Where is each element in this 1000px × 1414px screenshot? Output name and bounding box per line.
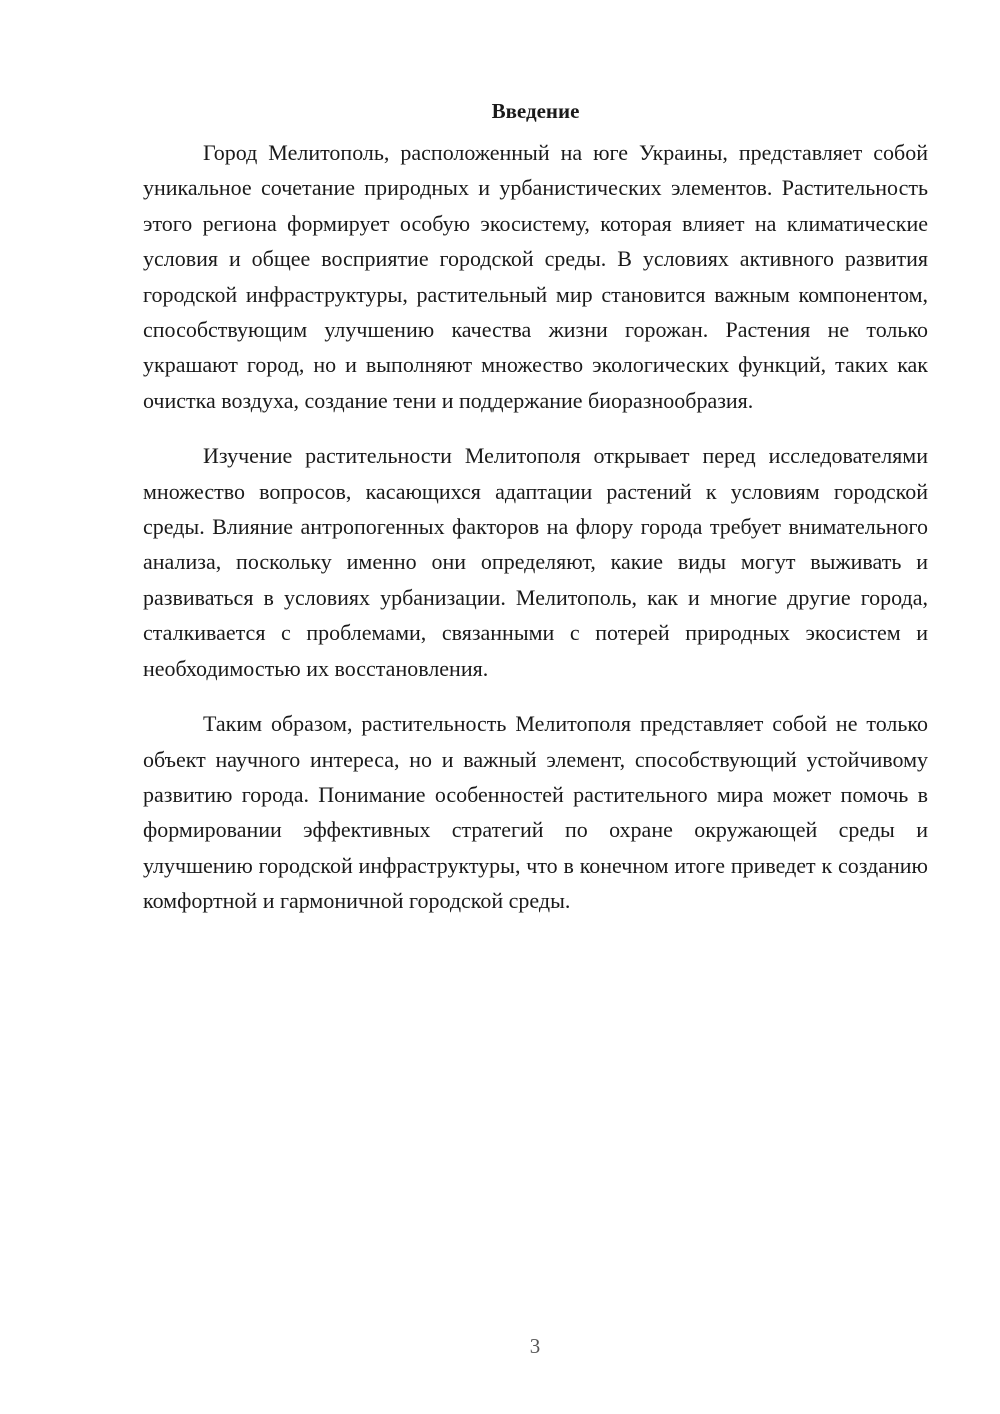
paragraph-2: Изучение растительности Мелитополя открывает перед исследователями множество вопросов, касающихся адаптации растений к условиям городской среды. Влияние антропогенных факторов на флору города требует внимательного анализа, поскольку именно они определяют, какие виды могут выживать и развиваться в условиях урбанизации. Мелитополь, как и многие другие города, сталкивается с проблемами, связанными с потерей природных экосистем и необходимостью их восстановления. [143,443,928,681]
page-number: 3 [529,1334,541,1358]
paragraph-1: Город Мелитополь, расположенный на юге Украины, представляет собой уникальное сочетание природных и урбанистических элементов. Растительность этого региона формирует особую экосистему, которая влияет на климатические условия и общее восприятие городской среды. В условиях активного развития городской инфраструктуры, растительный мир становится важным компонентом, способствующим улучшению качества жизни горожан. Растения не только украшают город, но и выполняют множество экологических функций, таких как очистка воздуха, создание тени и поддержание биоразнообразия. [143,140,928,413]
paragraph-3: Таким образом, растительность Мелитополя представляет собой не только объект научного интереса, но и важный элемент, способствующий устойчивому развитию города. Понимание особенностей растительного мира может помочь в формировании эффективных стратегий по охране окружающей среды и улучшению городской инфраструктуры, что в конечном итоге приведет к созданию комфортной и гармоничной городской среды. [143,711,928,914]
section-title: Введение [491,99,580,123]
page-content [143,95,928,939]
